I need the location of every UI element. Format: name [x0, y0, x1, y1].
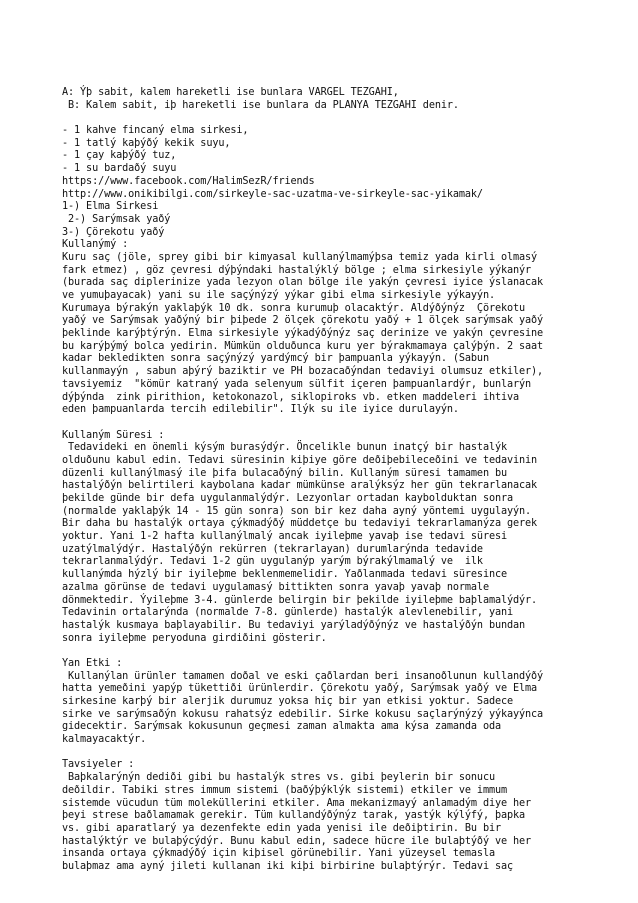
text-line: fark etmez) , göz çevresi dýþýndaki hastalýklý bölge ; elma sirkesiyle yýkanýr	[62, 264, 532, 276]
text-line: þeklinde karýþtýrýn. Elma sirkesiyle yýkadýðýnýz saç derinize ve yakýn çevresine	[62, 328, 544, 340]
text-line: (burada saç diplerinize yada lezyon olan bölge ile yakýn çevresi iyice ýslanacak	[62, 277, 544, 289]
text-line: Kullanýmý :	[62, 239, 129, 251]
paragraph-gap	[62, 747, 582, 760]
text-line: azalma görünse de tedavi uygulamasý bittikten sonra yavaþ yavaþ normale	[62, 581, 489, 593]
text-line: yoktur. Yani 1-2 hafta kullanýlmalý ancak iyileþme yavaþ ise tedavi süresi	[62, 531, 507, 543]
text-line: - 1 su bardaðý suyu	[62, 163, 177, 175]
text-line: dýþýnda zink pirithion, ketokonazol, siklopiroks vb. etken maddeleri ihtiva	[62, 391, 520, 403]
paragraph-gap	[62, 417, 582, 430]
text-line: https://www.facebook.com/HalimSezR/friends	[62, 175, 315, 187]
text-line: olduðunu kabul edin. Tedavi süresinin kiþiye göre deðiþebileceðini ve tedavinin	[62, 454, 538, 466]
text-line: hastalýk kusmaya baþlayabilir. Bu tedaviyi yarýladýðýnýz ve hastalýðýn bundan	[62, 619, 526, 631]
text-line: http://www.onikibilgi.com/sirkeyle-sac-uzatma-ve-sirkeyle-sac-yikamak/	[62, 188, 483, 200]
paragraph	[62, 125, 582, 417]
paragraph	[62, 759, 582, 873]
paragraph-gap	[62, 645, 582, 658]
text-line: Yan Etki :	[62, 657, 123, 669]
text-line: bulaþmaz ama ayný jileti kullanan iki kiþi birbirine bulaþtýrýr. Tedavi saç	[62, 860, 514, 872]
text-line: insanda ortaya çýkmadýðý için kiþisel görünebilir. Yani yüzeysel temasla	[62, 848, 495, 860]
text-line: deðildir. Tabiki stres immum sistemi (baðýþýklýk sistemi) etkiler ve immum	[62, 784, 507, 796]
paragraph	[62, 658, 582, 747]
text-line: Kuru saç (jöle, sprey gibi bir kimyasal kullanýlmamýþsa temiz yada kirli olmasý	[62, 251, 538, 263]
text-line: uzatýlmalýdýr. Hastalýðýn rekürren (tekrarlayan) durumlarýnda tedavide	[62, 543, 483, 555]
text-line: A: Ýþ sabit, kalem hareketli ise bunlara VARGEL TEZGAHI,	[62, 87, 399, 98]
text-line: - 1 kahve fincaný elma sirkesi,	[62, 125, 249, 137]
paragraph	[62, 87, 582, 112]
paragraph-gap	[62, 112, 582, 125]
text-line: düzenli kullanýlmasý ile þifa bulacaðýný bilin. Kullaným süresi tamamen bu	[62, 467, 507, 479]
text-line: Kullaným Süresi :	[62, 429, 165, 441]
text-line: B: Kalem sabit, iþ hareketli ise bunlara da PLANYA TEZGAHI denir.	[62, 99, 459, 111]
text-line: sirkesine karþý bir alerjik durumuz yoksa hiç bir yan etkisi yoktur. Sadece	[62, 696, 514, 707]
text-line: sirke ve sarýmsaðýn kokusu rahatsýz edebilir. Sirke kokusu saçlarýnýzý yýkayýnca	[62, 708, 544, 720]
text-line: bu karýþýmý bolca yedirin. Mümkün olduðunca kuru yer býrakmamaya çalýþýn. 2 saat	[62, 340, 544, 352]
document-body	[62, 87, 582, 874]
text-line: yaðý ve Sarýmsak yaðýný bir þiþede 2 ölçek çörekotu yaðý + 1 ölçek sarýmsak yaðý	[62, 315, 544, 327]
text-line: kullanmayýn , sabun aþýrý baziktir ve PH bozacaðýndan tedaviyi olumsuz etkiler),	[62, 366, 544, 378]
text-line: - 1 çay kaþýðý tuz,	[62, 150, 177, 162]
text-line: hastalýktýr ve bulaþýcýdýr. Bunu kabul edin, sadece hücre ile bulaþtýðý ve her	[62, 835, 532, 847]
text-line: Kullanýlan ürünler tamamen doðal ve eski çaðlardan beri insanoðlunun kullandýðý	[62, 670, 544, 682]
text-line: Tedavideki en önemli kýsým burasýdýr. Öncelikle bunun inatçý bir hastalýk	[62, 442, 507, 454]
text-line: kadar bekledikten sonra saçýnýzý yardýmcý bir þampuanla yýkayýn. (Sabun	[62, 353, 489, 365]
text-line: - 1 tatlý kaþýðý kekik suyu,	[62, 137, 231, 149]
text-line: Kurumaya býrakýn yaklaþýk 10 dk. sonra kurumuþ olacaktýr. Aldýðýnýz Çörekotu	[62, 302, 526, 314]
text-line: eden þampuanlarda tercih edilebilir". Ilýk su ile iyice durulayýn.	[62, 404, 459, 416]
text-line: vs. gibi aparatlarý ya dezenfekte edin yada yenisi ile deðiþtirin. Bu bir	[62, 822, 501, 834]
paragraph	[62, 430, 582, 646]
text-line: kullanýmda hýzlý bir iyileþme beklenmemelidir. Yaðlanmada tedavi süresince	[62, 569, 507, 581]
text-line: tavsiyemiz "kömür katraný yada selenyum sülfit içeren þampuanlardýr, bunlarýn	[62, 378, 532, 390]
text-line: þeyi strese baðlamamak gerekir. Tüm kullandýðýnýz tarak, yastýk kýlýfý, þapka	[62, 810, 526, 822]
text-line: kalmayacaktýr.	[62, 734, 147, 746]
text-line: hatta yemeðini yapýp tükettiði ürünlerdir. Çörekotu yaðý, Sarýmsak yaðý ve Elma	[62, 683, 538, 695]
text-line: 3-) Çörekotu yaðý	[62, 226, 165, 238]
text-line: Tavsiyeler :	[62, 759, 135, 771]
text-line: Tedavinin ortalarýnda (normalde 7-8. günlerde) hastalýk alevlenebilir, yani	[62, 607, 514, 619]
text-line: Bir daha bu hastalýk ortaya çýkmadýðý müddetçe bu tedaviyi tekrarlamanýza gerek	[62, 518, 538, 530]
text-line: sistemde vücudun tüm moleküllerini etkiler. Ama mekanizmayý anlamadým diye her	[62, 797, 532, 809]
text-line: ve yumuþayacak) yani su ile saçýnýzý yýkar gibi elma sirkesiyle yýkayýn.	[62, 290, 495, 301]
text-line: hastalýðýn belirtileri kaybolana kadar mümkünse aralýksýz her gün tekrarlanacak	[62, 480, 538, 492]
text-line: dönmektedir. Ýyileþme 3-4. günlerde belirgin bir þekilde iyileþme baþlamalýdýr.	[62, 594, 538, 606]
text-line: þekilde günde bir defa uygulanmalýdýr. Lezyonlar ortadan kaybolduktan sonra	[62, 493, 514, 504]
text-line: Baþkalarýnýn dediði gibi bu hastalýk stres vs. gibi þeylerin bir sonucu	[62, 772, 495, 784]
text-line: 1-) Elma Sirkesi	[62, 201, 159, 213]
text-line: tekrarlanmalýdýr. Tedavi 1-2 gün uygulanýp yarým býrakýlmamalý ve ilk	[62, 556, 483, 568]
text-line: sonra iyileþme peryoduna girdiðini gösterir.	[62, 632, 327, 644]
text-line: (normalde yaklaþýk 14 - 15 gün sonra) son bir kez daha ayný yöntemi uygulayýn.	[62, 505, 532, 517]
text-line: 2-) Sarýmsak yaðý	[62, 213, 171, 225]
text-line: gidecektir. Sarýmsak kokusunun geçmesi zaman almakta ama kýsa zamanda oda	[62, 721, 501, 733]
